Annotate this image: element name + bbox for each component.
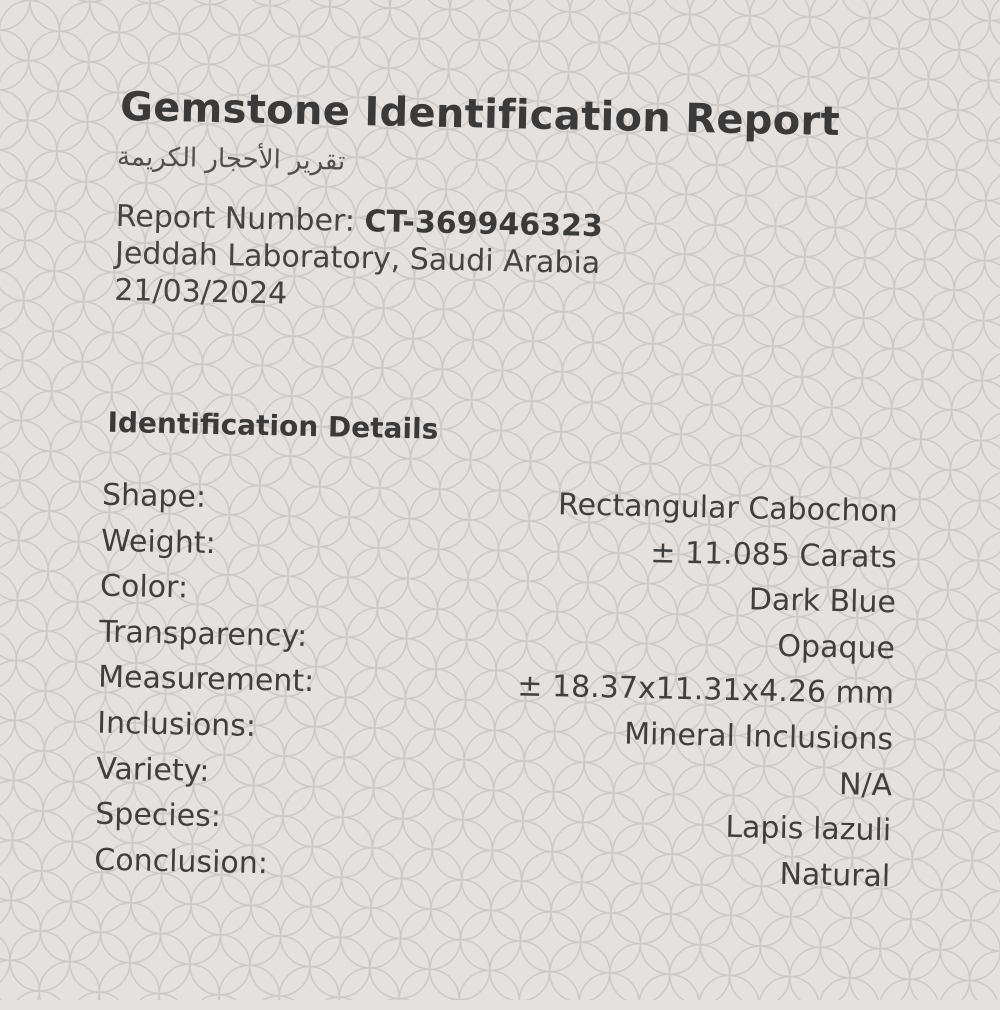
detail-label: Measurement: (97, 660, 315, 700)
detail-value: Rectangular Cabochon (557, 487, 899, 530)
detail-value: Natural (779, 856, 891, 895)
detail-label: Variety: (95, 751, 210, 789)
report-title: Gemstone Identification Report (119, 83, 841, 146)
detail-label: Transparency: (98, 614, 308, 654)
detail-value: ± 11.085 Carats (649, 534, 898, 575)
detail-label: Inclusions: (96, 705, 257, 744)
detail-label: Color: (99, 568, 189, 606)
detail-label: Species: (94, 796, 222, 835)
laboratory-location: Jeddah Laboratory, Saudi Arabia (114, 235, 601, 282)
detail-value: Lapis lazuli (725, 809, 892, 849)
report-date: 21/03/2024 (113, 272, 288, 312)
details-list (94, 478, 898, 905)
detail-value: Opaque (777, 628, 896, 667)
section-heading: Identification Details (107, 405, 439, 446)
report-meta (114, 198, 603, 319)
report-number-label: Report Number: (115, 198, 356, 239)
detail-value: N/A (838, 766, 893, 803)
detail-label: Weight: (100, 523, 217, 561)
report-title-arabic: تقرير الأحجار الكريمة (116, 141, 346, 177)
detail-value: ± 18.37x11.31x4.26 mm (517, 668, 895, 712)
detail-value: Mineral Inclusions (623, 716, 894, 758)
report-number: CT-369946323 (364, 204, 604, 245)
detail-label: Shape: (101, 477, 207, 515)
detail-label: Conclusion: (94, 842, 269, 881)
detail-value: Dark Blue (748, 582, 897, 621)
